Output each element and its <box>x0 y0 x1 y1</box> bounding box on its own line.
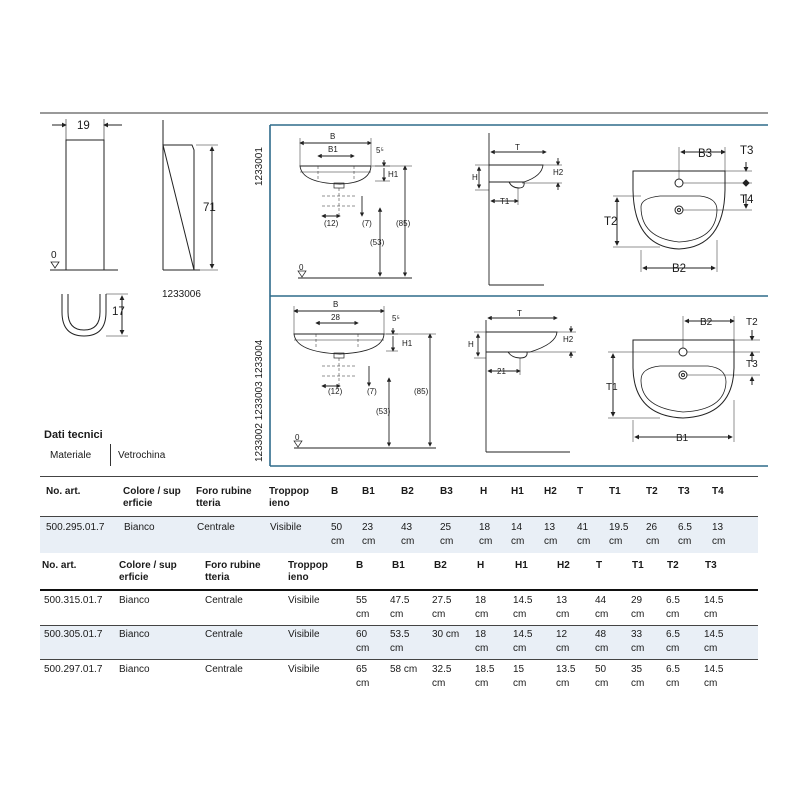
table1-cell: 25 cm <box>440 522 454 547</box>
table1-header: H1 <box>511 486 524 497</box>
table2-cell: Visibile <box>288 629 320 640</box>
table1-cell: 18 cm <box>479 522 493 547</box>
bottom-front-d85: (85) <box>414 387 429 396</box>
table2-cell: Bianco <box>119 664 150 675</box>
top-front-s5: 5⁵ <box>376 146 384 155</box>
top-side-view <box>475 133 562 285</box>
table1-header: B1 <box>362 486 375 497</box>
bottom-front-d53: (53) <box>376 407 391 416</box>
table2-cell: 500.315.01.7 <box>44 595 103 606</box>
table2-cell: 14.5 cm <box>704 595 724 620</box>
top-front-d85: (85) <box>396 219 411 228</box>
top-plan-B2: B2 <box>672 263 687 275</box>
bottom-front-view <box>294 306 436 448</box>
top-plan-B3: B3 <box>698 148 713 160</box>
table1-cell: 26 cm <box>646 522 660 547</box>
column-dim-cross: 17 <box>112 306 125 318</box>
table2-header: Troppop ieno <box>288 560 328 583</box>
table1-cell: 6.5 cm <box>678 522 692 547</box>
table1-cell: 19.5 cm <box>609 522 629 547</box>
table2-header: T3 <box>705 560 717 571</box>
table1-header: T1 <box>609 486 621 497</box>
table2-cell: 6.5 cm <box>666 595 680 620</box>
table2-cell: 50 cm <box>595 664 609 689</box>
bottom-front-d7: (7) <box>367 387 377 396</box>
table2-cell: 58 cm <box>390 664 418 675</box>
bottom-side-d21: 21 <box>497 367 506 376</box>
table2-header: B1 <box>392 560 405 571</box>
top-front-zero: 0 <box>299 263 304 272</box>
table1-header: T3 <box>678 486 690 497</box>
table2-cell: Bianco <box>119 595 150 606</box>
table2-cell: 18 cm <box>475 595 489 620</box>
table2-header: No. art. <box>42 560 77 571</box>
top-plan-T3: T3 <box>740 145 754 157</box>
top-front-d53: (53) <box>370 238 385 247</box>
table2-cell: 55 cm <box>356 595 370 620</box>
table1-header: No. art. <box>46 486 81 497</box>
table2-header: T <box>596 560 603 571</box>
table2-cell: 27.5 cm <box>432 595 452 620</box>
table-row <box>40 626 758 659</box>
table2-cell: 53.5 cm <box>390 629 410 654</box>
top-front-B: B <box>330 132 336 141</box>
table2-cell: 35 cm <box>631 664 645 689</box>
table2-header: H1 <box>515 560 528 571</box>
top-plan-T4: T4 <box>740 194 754 206</box>
material-label: Materiale <box>50 450 92 461</box>
table2-header: H <box>477 560 485 571</box>
table1-cell: 500.295.01.7 <box>46 522 105 533</box>
bottom-front-zero: 0 <box>295 433 300 442</box>
material-value: Vetrochina <box>118 450 166 461</box>
bottom-front-H1: H1 <box>402 339 413 348</box>
table1-cell: 23 cm <box>362 522 376 547</box>
top-front-d7: (7) <box>362 219 372 228</box>
table2-cell: 15 cm <box>513 664 527 689</box>
table1-cell: 43 cm <box>401 522 415 547</box>
top-side-H2: H2 <box>553 168 564 177</box>
column-code: 1233006 <box>162 289 201 300</box>
table1-header: Troppop ieno <box>269 486 309 509</box>
bottom-plan-B2: B2 <box>700 317 713 328</box>
table2-header: H2 <box>557 560 570 571</box>
top-side-T: T <box>515 143 520 152</box>
table2-cell: Visibile <box>288 664 320 675</box>
table2-cell: Centrale <box>205 664 243 675</box>
table2-cell: Visibile <box>288 595 320 606</box>
column-zero-label: 0 <box>51 250 57 261</box>
table1-cell: Centrale <box>197 522 235 533</box>
table2-header: Foro rubine tteria <box>205 560 261 583</box>
table2-cell: 500.305.01.7 <box>44 629 103 640</box>
bottom-plan-view <box>608 316 760 442</box>
table1-header: B2 <box>401 486 414 497</box>
bottom-plan-T2: T2 <box>746 317 758 328</box>
bottom-front-s5: 5⁵ <box>392 314 400 323</box>
table2-header: T2 <box>667 560 679 571</box>
table1-header: B3 <box>440 486 453 497</box>
table2-cell: Centrale <box>205 629 243 640</box>
bottom-plan-T3: T3 <box>746 359 758 370</box>
column-dim-height: 71 <box>203 202 216 214</box>
panel-bottom-codes: 1233002 1233003 1233004 <box>254 339 265 462</box>
table2-cell: 60 cm <box>356 629 370 654</box>
table1-cell: 14 cm <box>511 522 525 547</box>
bottom-side-H2: H2 <box>563 335 574 344</box>
table2-cell: 14.5 cm <box>704 629 724 654</box>
table-row <box>0 591 800 625</box>
top-plan-view <box>613 147 752 272</box>
table1-header: Colore / sup erficie <box>123 486 181 509</box>
tech-data-title: Dati tecnici <box>44 429 103 441</box>
table2-cell: 13.5 cm <box>556 664 576 689</box>
table1-header: Foro rubine tteria <box>196 486 252 509</box>
table2-cell: 13 cm <box>556 595 570 620</box>
table1-cell: 50 cm <box>331 522 345 547</box>
top-front-H1: H1 <box>388 170 399 179</box>
panel-top-codes: 1233001 <box>254 147 265 186</box>
bottom-side-T: T <box>517 309 522 318</box>
top-front-d12: (12) <box>324 219 339 228</box>
top-plan-T2: T2 <box>604 216 618 228</box>
table2-cell: 6.5 cm <box>666 664 680 689</box>
bottom-front-B: B <box>333 300 339 309</box>
table2-cell: 6.5 cm <box>666 629 680 654</box>
table2-cell: 14.5 cm <box>513 595 533 620</box>
table1-header: T <box>577 486 584 497</box>
table2-header: B2 <box>434 560 447 571</box>
bottom-front-d12: (12) <box>328 387 343 396</box>
table-row <box>0 660 800 694</box>
top-side-H: H <box>472 173 478 182</box>
table1-cell: Visibile <box>270 522 302 533</box>
table-row <box>40 517 758 553</box>
table2-cell: Centrale <box>205 595 243 606</box>
table2-cell: 29 cm <box>631 595 645 620</box>
table2-cell: 32.5 cm <box>432 664 452 689</box>
table1-header: T4 <box>712 486 724 497</box>
table2-cell: 65 cm <box>356 664 370 689</box>
column-dim-top: 19 <box>77 120 90 132</box>
table2-cell: 18 cm <box>475 629 489 654</box>
table2-header: B <box>356 560 364 571</box>
table2-cell: Bianco <box>119 629 150 640</box>
table1-top-rule <box>40 476 758 477</box>
top-front-B1: B1 <box>328 145 338 154</box>
table2-cell: 500.297.01.7 <box>44 664 103 675</box>
column-drawing <box>50 119 218 336</box>
table2-cell: 12 cm <box>556 629 570 654</box>
bottom-plan-T1: T1 <box>606 382 618 393</box>
table1-header: H2 <box>544 486 557 497</box>
table2-cell: 44 cm <box>595 595 609 620</box>
table2-cell: 14.5 cm <box>513 629 533 654</box>
table1-cell: 13 cm <box>712 522 726 547</box>
table2-header: T1 <box>632 560 644 571</box>
top-front-view <box>298 138 412 278</box>
bottom-side-H: H <box>468 340 474 349</box>
table1-header: B <box>331 486 339 497</box>
table2-cell: 47.5 cm <box>390 595 410 620</box>
table2-cell: 48 cm <box>595 629 609 654</box>
table2-header: Colore / sup erficie <box>119 560 177 583</box>
material-separator <box>110 444 111 466</box>
table1-cell: Bianco <box>124 522 155 533</box>
table2-cell: 30 cm <box>432 629 460 640</box>
table2-cell: 14.5 cm <box>704 664 724 689</box>
table1-header: T2 <box>646 486 658 497</box>
table2-cell: 33 cm <box>631 629 645 654</box>
table1-header: H <box>480 486 488 497</box>
table1-cell: 41 cm <box>577 522 591 547</box>
bottom-front-d28: 28 <box>331 313 340 322</box>
bottom-side-view <box>474 318 576 452</box>
top-side-T1: T1 <box>500 197 510 206</box>
panel-frames <box>270 125 768 466</box>
table1-cell: 13 cm <box>544 522 558 547</box>
table2-cell: 18.5 cm <box>475 664 495 689</box>
bottom-plan-B1: B1 <box>676 433 689 444</box>
